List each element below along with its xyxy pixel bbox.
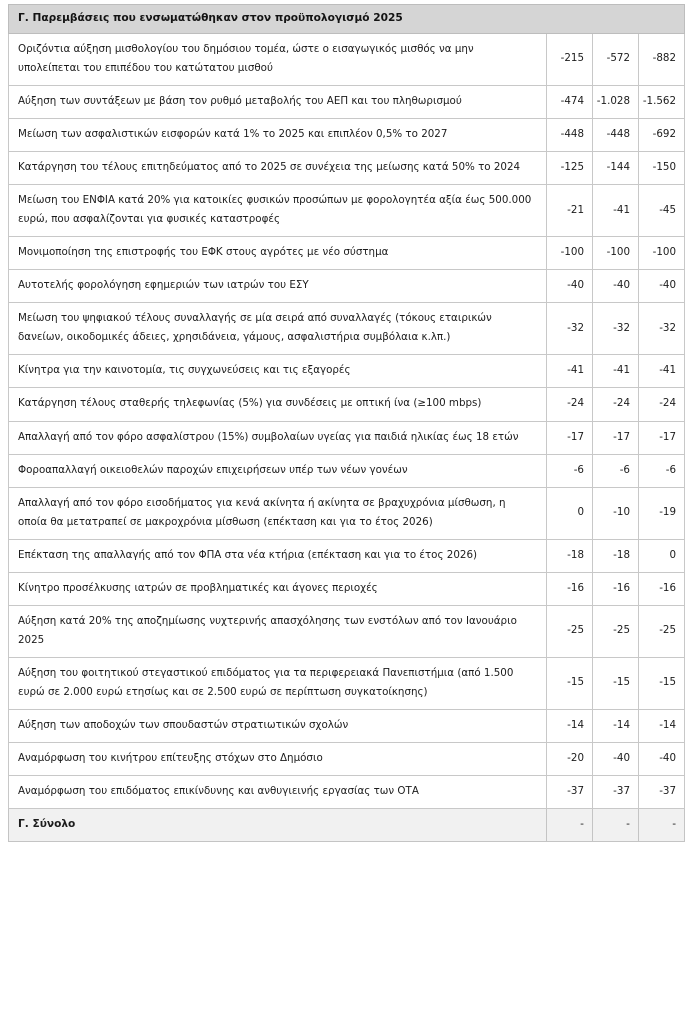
table-row bbox=[9, 33, 685, 85]
row-value-3: 0 bbox=[639, 539, 685, 572]
row-value-2: -18 bbox=[593, 539, 639, 572]
row-value-3: -45 bbox=[639, 185, 685, 237]
row-value-1: 0 bbox=[547, 487, 593, 539]
row-value-3: -16 bbox=[639, 572, 685, 605]
total-row-value-2: - bbox=[593, 809, 639, 842]
row-value-1: -448 bbox=[547, 119, 593, 152]
row-description: Αύξηση των συντάξεων με βάση τον ρυθμό μεταβολής του ΑΕΠ και του πληθωρισμού bbox=[9, 85, 547, 118]
row-description: Αύξηση του φοιτητικού στεγαστικού επιδόματος για τα περιφερειακά Πανεπιστήμια (από 1.500 ευρώ σε 2.000 ευρώ ετησίως και σε 2.500 ευρώ σε περίπτωση συγκατοίκησης) bbox=[9, 657, 547, 709]
row-value-1: -125 bbox=[547, 152, 593, 185]
row-description: Απαλλαγή από τον φόρο ασφαλίστρου (15%) συμβολαίων υγείας για παιδιά ηλικίας έως 18 ετών bbox=[9, 421, 547, 454]
table-row bbox=[9, 152, 685, 185]
row-value-1: -17 bbox=[547, 421, 593, 454]
table-body bbox=[9, 5, 685, 842]
row-value-3: -32 bbox=[639, 303, 685, 355]
row-description: Αύξηση των αποδοχών των σπουδαστών στρατιωτικών σχολών bbox=[9, 709, 547, 742]
row-description: Μείωση του ΕΝΦΙΑ κατά 20% για κατοικίες φυσικών προσώπων με φορολογητέα αξία έως 500.000 ευρώ, που ασφαλίζονται για φυσικές καταστροφές bbox=[9, 185, 547, 237]
row-value-3: -40 bbox=[639, 743, 685, 776]
table-row bbox=[9, 743, 685, 776]
row-value-3: -1.562 bbox=[639, 85, 685, 118]
row-value-2: -448 bbox=[593, 119, 639, 152]
row-description: Κατάργηση τέλους σταθερής τηλεφωνίας (5%) για συνδέσεις με οπτική ίνα (≥100 mbps) bbox=[9, 388, 547, 421]
row-description: Αύξηση κατά 20% της αποζημίωσης νυχτερινής απασχόλησης των ενστόλων από τον Ιανουάριο 2025 bbox=[9, 605, 547, 657]
row-description: Κατάργηση του τέλους επιτηδεύματος από το 2025 σε συνέχεια της μείωσης κατά 50% το 2024 bbox=[9, 152, 547, 185]
row-value-1: -37 bbox=[547, 776, 593, 809]
row-description: Απαλλαγή από τον φόρο εισοδήματος για κενά ακίνητα ή ακίνητα σε βραχυχρόνια μίσθωση, η οποία θα μετατραπεί σε μακροχρόνια μίσθωση (επέκταση και για το έτος 2026) bbox=[9, 487, 547, 539]
row-description: Αναμόρφωση του κινήτρου επίτευξης στόχων στο Δημόσιο bbox=[9, 743, 547, 776]
table-row bbox=[9, 421, 685, 454]
table-row bbox=[9, 355, 685, 388]
row-value-2: -1.028 bbox=[593, 85, 639, 118]
row-value-2: -24 bbox=[593, 388, 639, 421]
row-value-1: -41 bbox=[547, 355, 593, 388]
total-row-value-3: - bbox=[639, 809, 685, 842]
table-row bbox=[9, 657, 685, 709]
table-row bbox=[9, 572, 685, 605]
row-value-2: -10 bbox=[593, 487, 639, 539]
row-value-2: -25 bbox=[593, 605, 639, 657]
table-total-row bbox=[9, 809, 685, 842]
row-value-2: -32 bbox=[593, 303, 639, 355]
row-value-3: -41 bbox=[639, 355, 685, 388]
row-value-2: -15 bbox=[593, 657, 639, 709]
table-row bbox=[9, 185, 685, 237]
table-row bbox=[9, 270, 685, 303]
row-description: Αναμόρφωση του επιδόματος επικίνδυνης και ανθυγιεινής εργασίας των ΟΤΑ bbox=[9, 776, 547, 809]
row-value-3: -100 bbox=[639, 237, 685, 270]
row-description: Μείωση των ασφαλιστικών εισφορών κατά 1% το 2025 και επιπλέον 0,5% το 2027 bbox=[9, 119, 547, 152]
row-value-2: -41 bbox=[593, 185, 639, 237]
table-row bbox=[9, 709, 685, 742]
row-value-3: -17 bbox=[639, 421, 685, 454]
table-row bbox=[9, 539, 685, 572]
row-value-3: -692 bbox=[639, 119, 685, 152]
row-value-3: -882 bbox=[639, 33, 685, 85]
row-value-1: -25 bbox=[547, 605, 593, 657]
row-description: Κίνητρο προσέλκυσης ιατρών σε προβληματικές και άγονες περιοχές bbox=[9, 572, 547, 605]
row-value-1: -14 bbox=[547, 709, 593, 742]
row-value-3: -40 bbox=[639, 270, 685, 303]
row-description: Φοροαπαλλαγή οικειοθελών παροχών επιχειρήσεων υπέρ των νέων γονέων bbox=[9, 454, 547, 487]
table-row bbox=[9, 388, 685, 421]
row-value-3: -15 bbox=[639, 657, 685, 709]
total-row-label: Γ. Σύνολο bbox=[9, 809, 547, 842]
row-value-1: -474 bbox=[547, 85, 593, 118]
row-description: Αυτοτελής φορολόγηση εφημεριών των ιατρών του ΕΣΥ bbox=[9, 270, 547, 303]
row-description: Επέκταση της απαλλαγής από τον ΦΠΑ στα νέα κτήρια (επέκταση και για το έτος 2026) bbox=[9, 539, 547, 572]
row-description: Μονιμοποίηση της επιστροφής του ΕΦΚ στους αγρότες με νέο σύστημα bbox=[9, 237, 547, 270]
row-value-2: -6 bbox=[593, 454, 639, 487]
table-row bbox=[9, 487, 685, 539]
row-value-3: -19 bbox=[639, 487, 685, 539]
section-header-title: Γ. Παρεμβάσεις που ενσωματώθηκαν στον προϋπολογισμό 2025 bbox=[9, 5, 685, 34]
row-value-1: -16 bbox=[547, 572, 593, 605]
row-value-2: -100 bbox=[593, 237, 639, 270]
row-value-1: -215 bbox=[547, 33, 593, 85]
budget-interventions-table bbox=[8, 4, 685, 842]
row-value-1: -6 bbox=[547, 454, 593, 487]
row-value-2: -37 bbox=[593, 776, 639, 809]
table-row bbox=[9, 119, 685, 152]
row-value-1: -15 bbox=[547, 657, 593, 709]
row-value-2: -572 bbox=[593, 33, 639, 85]
row-value-3: -24 bbox=[639, 388, 685, 421]
row-value-1: -21 bbox=[547, 185, 593, 237]
row-value-2: -17 bbox=[593, 421, 639, 454]
row-value-1: -100 bbox=[547, 237, 593, 270]
row-value-1: -32 bbox=[547, 303, 593, 355]
row-value-1: -24 bbox=[547, 388, 593, 421]
row-description: Κίνητρα για την καινοτομία, τις συγχωνεύσεις και τις εξαγορές bbox=[9, 355, 547, 388]
row-value-2: -40 bbox=[593, 270, 639, 303]
row-description: Οριζόντια αύξηση μισθολογίου του δημόσιου τομέα, ώστε ο εισαγωγικός μισθός να μην υπολείπεται του επιπέδου του κατώτατου μισθού bbox=[9, 33, 547, 85]
row-value-3: -14 bbox=[639, 709, 685, 742]
row-value-1: -18 bbox=[547, 539, 593, 572]
row-value-3: -6 bbox=[639, 454, 685, 487]
row-value-1: -40 bbox=[547, 270, 593, 303]
row-value-3: -25 bbox=[639, 605, 685, 657]
row-value-2: -144 bbox=[593, 152, 639, 185]
row-description: Μείωση του ψηφιακού τέλους συναλλαγής σε μία σειρά από συναλλαγές (τόκους εταιρικών δανείων, οικοδομικές άδειες, χρησιδάνεια, γάμους, ασφαλιστήρια συμβόλαια κ.λπ.) bbox=[9, 303, 547, 355]
row-value-2: -16 bbox=[593, 572, 639, 605]
row-value-2: -40 bbox=[593, 743, 639, 776]
row-value-1: -20 bbox=[547, 743, 593, 776]
table-row bbox=[9, 605, 685, 657]
total-row-value-1: - bbox=[547, 809, 593, 842]
table-row bbox=[9, 85, 685, 118]
table-row bbox=[9, 303, 685, 355]
table-row bbox=[9, 237, 685, 270]
table-row bbox=[9, 776, 685, 809]
row-value-2: -41 bbox=[593, 355, 639, 388]
row-value-3: -37 bbox=[639, 776, 685, 809]
table-row bbox=[9, 454, 685, 487]
row-value-2: -14 bbox=[593, 709, 639, 742]
row-value-3: -150 bbox=[639, 152, 685, 185]
table-section-header-row bbox=[9, 5, 685, 34]
